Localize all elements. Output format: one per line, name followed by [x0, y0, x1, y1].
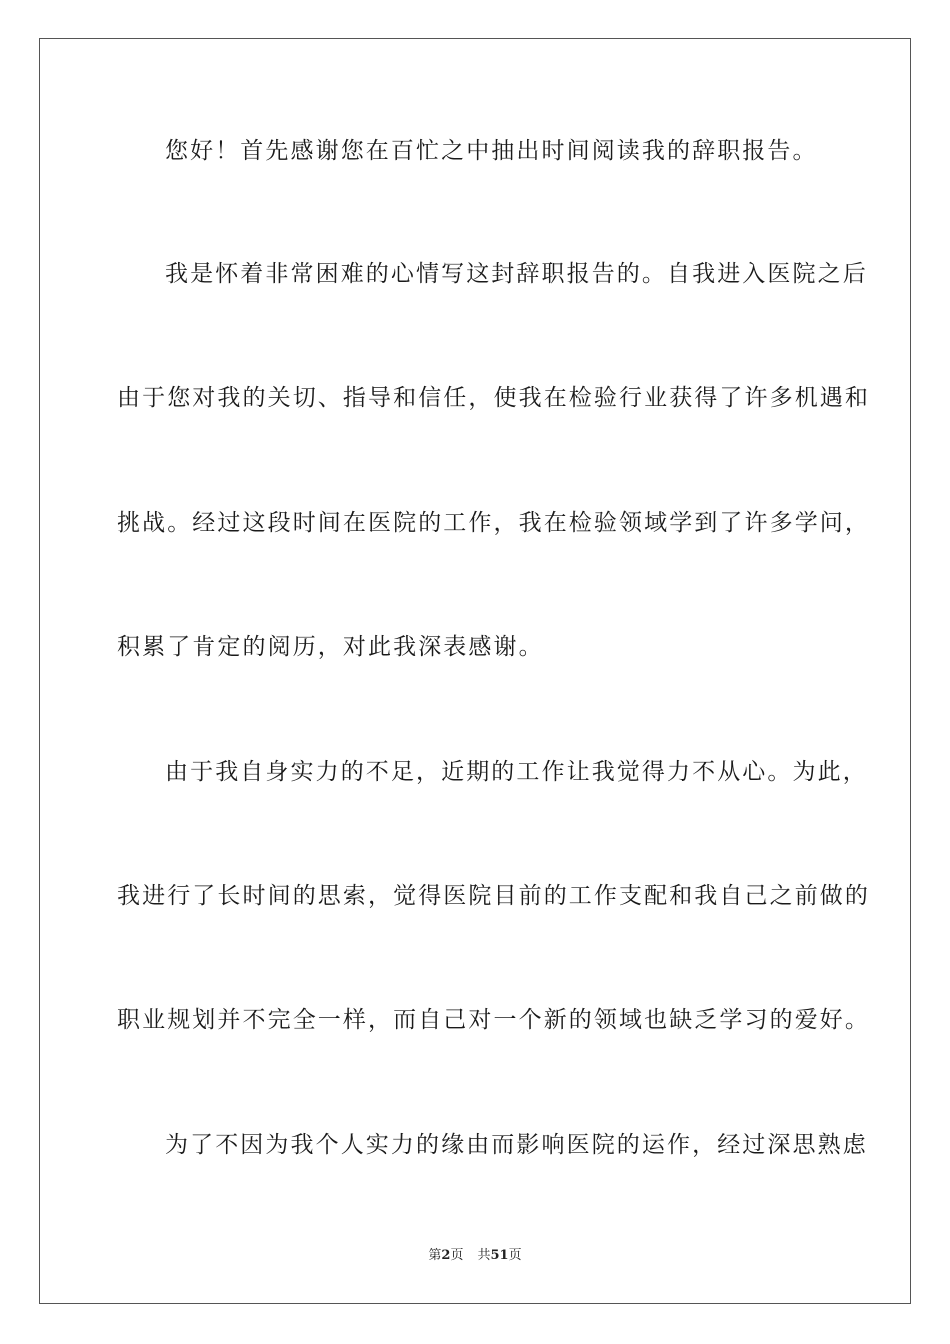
page-suffix: 页 — [450, 1248, 464, 1263]
body-text-line: 挑战。经过这段时间在医院的工作，我在检验领域学到了许多学问， — [117, 510, 870, 536]
body-text-line: 职业规划并不完全一样，而自己对一个新的领域也缺乏学习的爱好。 — [117, 1007, 870, 1033]
body-text-line: 为了不因为我个人实力的缘由而影响医院的运作，经过深思熟虑 — [165, 1132, 868, 1158]
body-text-line: 您好！首先感谢您在百忙之中抽出时间阅读我的辞职报告。 — [165, 138, 818, 164]
body-text-line: 由于您对我的关切、指导和信任，使我在检验行业获得了许多机遇和 — [117, 385, 870, 411]
total-suffix: 页 — [508, 1248, 522, 1263]
total-prefix: 共 — [477, 1248, 491, 1263]
total-pages: 51 — [490, 1248, 509, 1263]
body-text-line: 我是怀着非常困难的心情写这封辞职报告的。自我进入医院之后 — [165, 261, 868, 287]
page-prefix: 第 — [428, 1248, 442, 1263]
page-number: 2 — [441, 1248, 451, 1263]
body-text-line: 由于我自身实力的不足，近期的工作让我觉得力不从心。为此， — [165, 759, 868, 785]
page-frame — [39, 38, 911, 1304]
body-text-line: 我进行了长时间的思索，觉得医院目前的工作支配和我自己之前做的 — [117, 883, 870, 909]
page-footer — [0, 1247, 950, 1265]
body-text-line: 积累了肯定的阅历，对此我深表感谢。 — [117, 634, 544, 660]
